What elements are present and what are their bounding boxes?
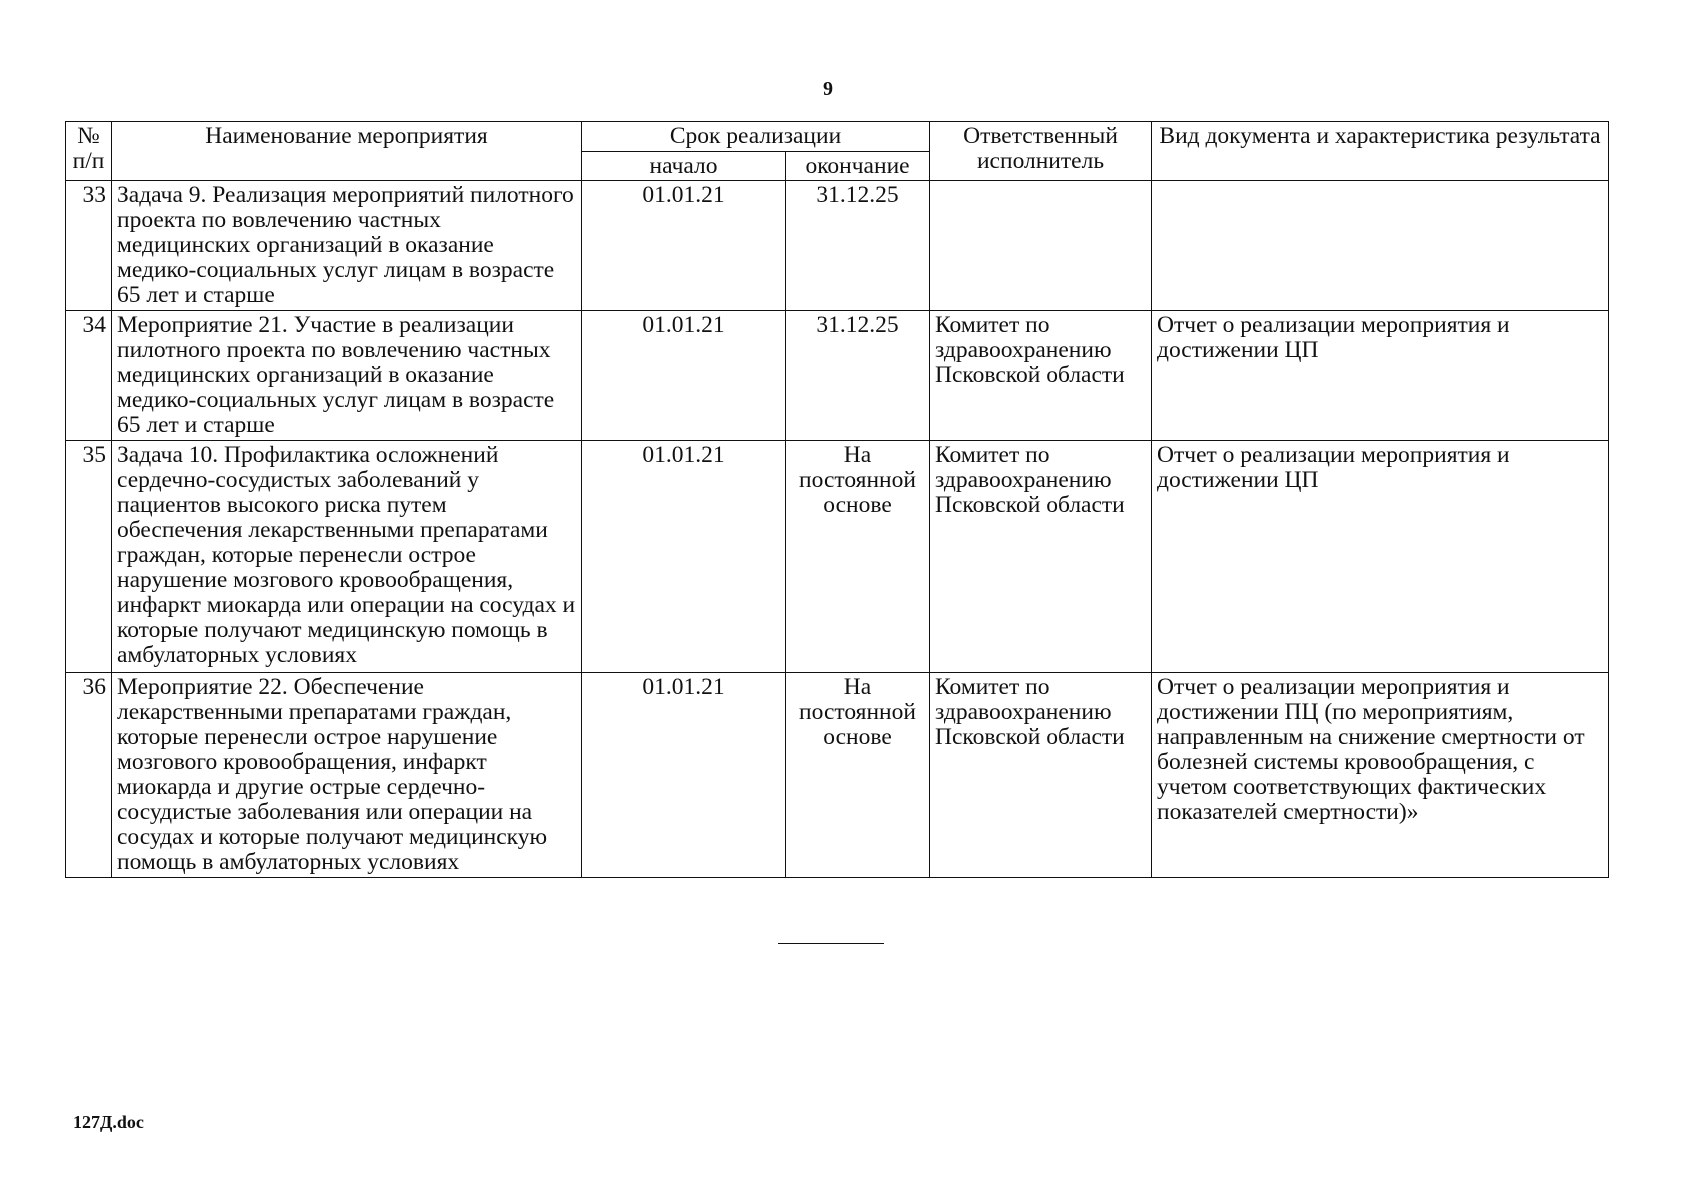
row-number: 36 [66, 673, 112, 878]
executor: Комитет по здравоохранению Псковской области [930, 673, 1152, 878]
page-number: 9 [823, 78, 833, 100]
executor: Комитет по здравоохранению Псковской области [930, 311, 1152, 441]
row-number: 33 [66, 181, 112, 311]
result-document: Отчет о реализации мероприятия и достижении ЦП [1152, 311, 1609, 441]
header-row [66, 122, 1609, 152]
result-document: Отчет о реализации мероприятия и достижении ПЦ (по мероприятиям, направленным на снижение смертности от болезней системы кровообращения, с учетом соответствующих фактических показателей смертности)» [1152, 673, 1609, 878]
footer-filename: 127Д.doc [73, 1112, 144, 1132]
table-row [66, 311, 1609, 441]
end-date: На постоянной основе [786, 441, 930, 673]
measure-name: Задача 9. Реализация мероприятий пилотного проекта по вовлечению частных медицинских организаций в оказание медико-социальных услуг лицам в возрасте 65 лет и старше [112, 181, 582, 311]
end-date: 31.12.25 [786, 311, 930, 441]
start-date: 01.01.21 [582, 441, 786, 673]
header-term: Срок реализации [582, 122, 930, 152]
closing-rule [778, 943, 884, 944]
executor [930, 181, 1152, 311]
measures-table [65, 121, 1609, 878]
measure-name: Задача 10. Профилактика осложнений сердечно-сосудистых заболеваний у пациентов высокого риска путем обеспечения лекарственными препаратами граждан, которые перенесли острое нарушение мозгового кровообращения, инфаркт миокарда или операции на сосудах и которые получают медицинскую помощь в амбулаторных условиях [112, 441, 582, 673]
table-row [66, 441, 1609, 673]
start-date: 01.01.21 [582, 311, 786, 441]
header-end: окончание [786, 152, 930, 181]
measure-name: Мероприятие 21. Участие в реализации пилотного проекта по вовлечению частных медицинских организаций в оказание медико-социальных услуг лицам в возрасте 65 лет и старше [112, 311, 582, 441]
table-row [66, 181, 1609, 311]
header-num: № п/п [66, 122, 112, 181]
row-number: 34 [66, 311, 112, 441]
header-executor: Ответственный исполнитель [930, 122, 1152, 181]
executor: Комитет по здравоохранению Псковской области [930, 441, 1152, 673]
start-date: 01.01.21 [582, 673, 786, 878]
row-number: 35 [66, 441, 112, 673]
header-name: Наименование мероприятия [112, 122, 582, 181]
result-document: Отчет о реализации мероприятия и достижении ЦП [1152, 441, 1609, 673]
table-row [66, 673, 1609, 878]
end-date: 31.12.25 [786, 181, 930, 311]
measure-name: Мероприятие 22. Обеспечение лекарственными препаратами граждан, которые перенесли острое нарушение мозгового кровообращения, инфаркт миокарда и другие острые сердечно-сосудистые заболевания или операции на сосудах и которые получают медицинскую помощь в амбулаторных условиях [112, 673, 582, 878]
header-document: Вид документа и характеристика результата [1152, 122, 1609, 181]
result-document [1152, 181, 1609, 311]
start-date: 01.01.21 [582, 181, 786, 311]
end-date: На постоянной основе [786, 673, 930, 878]
header-start: начало [582, 152, 786, 181]
